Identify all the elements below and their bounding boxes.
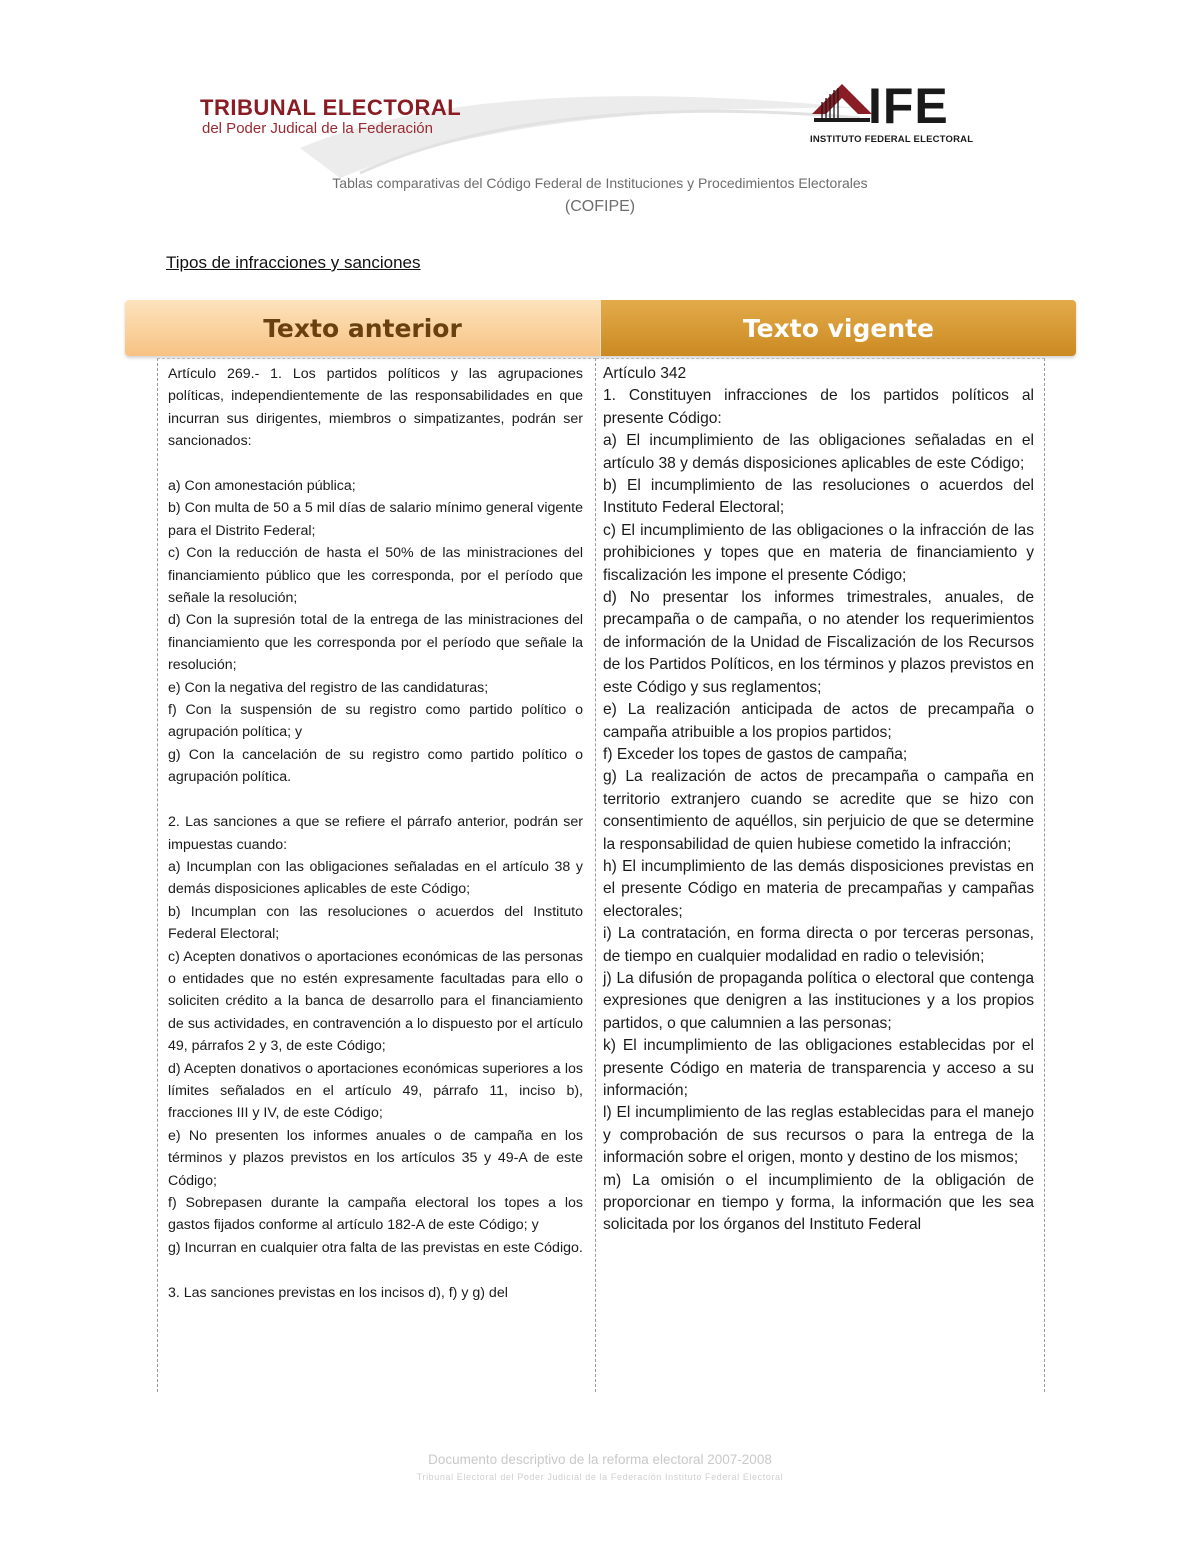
column-texto-vigente (596, 358, 1045, 1392)
tribunal-electoral-logo (200, 96, 461, 138)
vigente-paragraph: j) La difusión de propaganda política o electoral que contenga expresiones que denigren a las instituciones y a los propios partidos, o que calumnien a las personas; (603, 969, 1034, 1032)
anterior-paragraph: d) Con la supresión total de la entrega de las ministraciones del financiamiento que les corresponda por el período que señale la resolución; (168, 612, 583, 674)
anterior-paragraph: f) Con la suspensión de su registro como partido político o agrupación política; y (168, 702, 583, 741)
ife-logo-wordmark: IFE (868, 78, 949, 134)
section-title: Tipos de infracciones y sanciones (166, 253, 421, 272)
document-subtitle: (COFIPE) (564, 198, 636, 215)
anterior-paragraph: 2. Las sanciones a que se refiere el párrafo anterior, podrán ser impuestas cuando: (168, 814, 583, 853)
vigente-paragraph: g) La realización de actos de precampaña o campaña en territorio extranjero cuando se acredite que se hizo con consentimiento de aquéllos, sin perjuicio de que se determine la responsabilidad de quien hubiese cometido la infracción; (603, 768, 1034, 853)
header-texto-anterior: Texto anterior (125, 300, 600, 356)
ife-logo-caption: INSTITUTO FEDERAL ELECTORAL (810, 134, 974, 145)
anterior-paragraph: g) Incurran en cualquier otra falta de las previstas en este Código. (168, 1239, 583, 1256)
anterior-paragraph: b) Incumplan con las resoluciones o acuerdos del Instituto Federal Electoral; (168, 903, 583, 943)
vigente-paragraph: d) No presentar los informes trimestrales, anuales, de precampaña o de campaña, o no atender los requerimientos de información de la Unidad de Fiscalización de los Recursos de los Partidos Políticos, en los términos y plazos previstos en este Código y sus reglamentos; (603, 589, 1034, 696)
vigente-paragraph: b) El incumplimiento de las resoluciones o acuerdos del Instituto Federal Electoral; (603, 477, 1034, 517)
anterior-paragraph: c) Acepten donativos o aportaciones económicas de las personas o entidades que no estén expresamente facultadas para ello o soliciten crédito a la banca de desarrollo para el financiamiento de sus actividades, en contravención a lo dispuesto por el artículo 49, párrafos 2 y 3, de este Código; (168, 948, 583, 1055)
vigente-paragraph: Artículo 342 (603, 365, 687, 382)
vigente-paragraph: l) El incumplimiento de las reglas establecidas para el manejo y comprobación de sus recursos o para la entrega de la información sobre el origen, monto y destino de los mismos; (603, 1104, 1034, 1167)
vigente-paragraph: e) La realización anticipada de actos de precampaña o campaña atribuible a los propios partidos; (603, 701, 1034, 741)
anterior-paragraph: a) Incumplan con las obligaciones señaladas en el artículo 38 y demás disposiciones aplicables de este Código; (168, 858, 583, 898)
comparison-table-header (125, 300, 1076, 356)
header-texto-vigente: Texto vigente (600, 300, 1076, 356)
anterior-paragraph: d) Acepten donativos o aportaciones económicas superiores a los límites señalados en el artículo 49, párrafo 11, inciso b), fracciones III y IV, de este Código; (168, 1060, 583, 1122)
vigente-paragraph: h) El incumplimiento de las demás disposiciones previstas en el presente Código en materia de precampañas y campañas electorales; (603, 857, 1034, 920)
document-title: Tablas comparativas del Código Federal de Instituciones y Procedimientos Electorales (332, 175, 868, 191)
anterior-paragraph (168, 453, 583, 475)
anterior-paragraph: b) Con multa de 50 a 5 mil días de salario mínimo general vigente para el Distrito Federal; (168, 500, 583, 539)
vigente-paragraph: m) La omisión o el incumplimiento de la obligación de proporcionar en tiempo y forma, la información que les sea solicitada por los órganos del Instituto Federal (603, 1171, 1034, 1234)
anterior-paragraph: a) Con amonestación pública; (168, 478, 356, 495)
vigente-paragraph: c) El incumplimiento de las obligaciones o la infracción de las prohibiciones y topes que en materia de financiamiento y fiscalización les impone el presente Código; (603, 521, 1034, 584)
vigente-paragraph: f) Exceder los topes de gastos de campaña; (603, 745, 908, 763)
anterior-paragraph: g) Con la cancelación de su registro como partido político o agrupación política. (168, 746, 583, 786)
tribunal-logo-subtitle: del Poder Judical de la Federación (202, 120, 433, 137)
footer-line-1: Documento descriptivo de la reforma electoral 2007-2008 (428, 1452, 772, 1467)
footer-line-2: Tribunal Electoral del Poder Judicial de la Federación Instituto Federal Electoral (416, 1472, 784, 1482)
anterior-paragraph: f) Sobrepasen durante la campaña electoral los topes a los gastos fijados conforme al artículo 182-A de este Código; y (168, 1195, 583, 1234)
anterior-paragraph: e) No presenten los informes anuales o de campaña en los términos y plazos previstos en los artículos 35 y 49-A de este Código; (168, 1127, 583, 1189)
vigente-paragraph: i) La contratación, en forma directa o por terceras personas, de tiempo en cualquier modalidad en radio o televisión; (603, 925, 1034, 965)
ife-logo (810, 78, 1000, 148)
anterior-paragraph (168, 789, 583, 811)
vigente-paragraph: a) El incumplimiento de las obligaciones señaladas en el artículo 38 y demás disposiciones aplicables de este Código; (603, 432, 1034, 472)
tribunal-logo-title: TRIBUNAL ELECTORAL (200, 95, 462, 120)
vigente-paragraph: k) El incumplimiento de las obligaciones establecidas por el presente Código en materia de transparencia y acceso a su información; (603, 1037, 1034, 1099)
ife-emblem-icon (810, 82, 874, 134)
anterior-paragraph: 3. Las sanciones previstas en los incisos d), f) y g) del (168, 1284, 508, 1301)
anterior-paragraph: Artículo 269.- 1. Los partidos políticos y las agrupaciones políticas, independientemente de las responsabilidades en que incurran sus dirigentes, miembros o simpatizantes, podrán ser sancionados: (168, 366, 583, 450)
anterior-paragraph (168, 1259, 583, 1281)
column-texto-anterior (157, 358, 596, 1392)
anterior-paragraph: e) Con la negativa del registro de las candidaturas; (168, 679, 489, 696)
anterior-paragraph: c) Con la reducción de hasta el 50% de las ministraciones del financiamiento público que les corresponda, por el período que señale la resolución; (168, 545, 583, 607)
vigente-paragraph: 1. Constituyen infracciones de los partidos políticos al presente Código: (603, 387, 1034, 427)
